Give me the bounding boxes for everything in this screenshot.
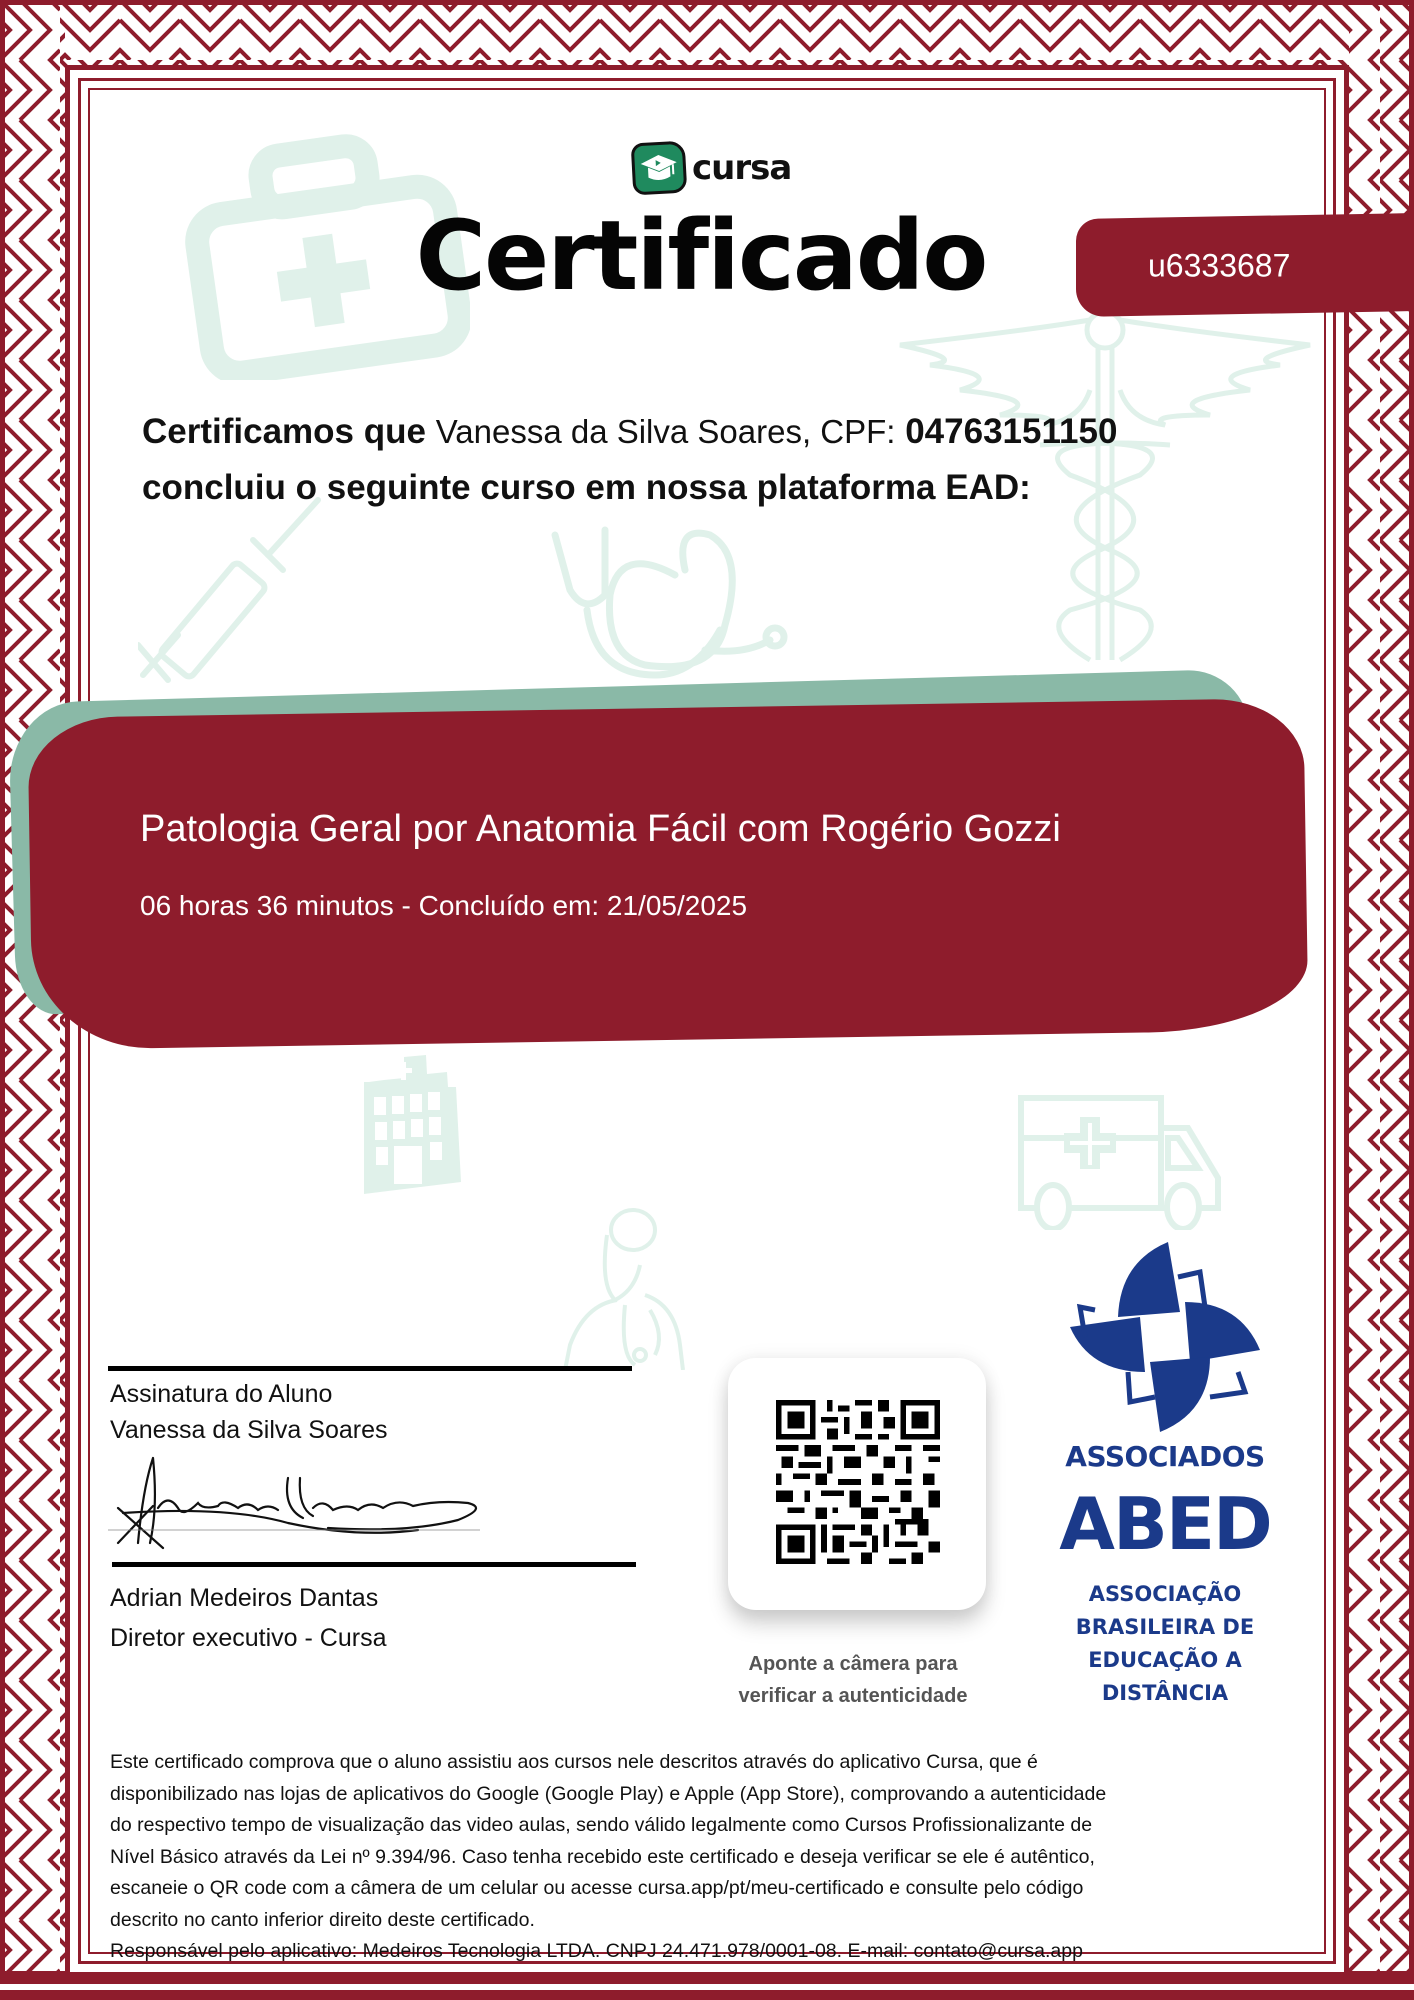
abed-line2: BRASILEIRA DE — [1075, 1615, 1255, 1639]
legal-line: Responsável pelo aplicativo: Medeiros Tecnologia LTDA. CNPJ 24.471.978/0001-08. E-mail: contato@cursa.app — [110, 1940, 1083, 1962]
certificate-code-badge — [1076, 213, 1414, 317]
abed-line3: EDUCAÇÃO A — [1088, 1648, 1242, 1672]
legal-line: do respectivo tempo de visualização das video aulas, sendo válido legalmente como Cursos Profissionalizante de — [110, 1814, 1093, 1836]
legal-line: disponibilizado nas lojas de aplicativos do Google (Google Play) e Apple (App Store), comprovando a autenticidade — [110, 1782, 1107, 1805]
qr-caption-line2: verificar a autenticidade — [738, 1685, 968, 1707]
logo-text: cursa — [692, 148, 792, 188]
legal-line: escaneie o QR code com a câmera de um celular ou acesse cursa.app/pt/meu-certificado e consulte pelo código — [110, 1877, 1084, 1899]
qr-caption-line1: Aponte a câmera para — [748, 1653, 958, 1675]
student-signature-name: Vanessa da Silva Soares — [110, 1416, 388, 1444]
student-signature-label: Assinatura do Aluno — [110, 1380, 333, 1408]
syringe-icon — [138, 495, 328, 685]
bottom-bar — [0, 1974, 1414, 1984]
nurse-icon — [555, 1205, 695, 1370]
course-title: Patologia Geral por Anatomia Fácil com Rogério Gozzi — [140, 808, 1061, 850]
student-cpf: 04763151150 — [905, 412, 1118, 451]
graduation-cap-icon — [631, 141, 688, 196]
abed-line4: DISTÂNCIA — [1101, 1681, 1229, 1705]
abed-pinwheel-icon — [1060, 1232, 1272, 1442]
director-name: Adrian Medeiros Dantas — [110, 1584, 379, 1612]
director-signature-line — [112, 1562, 636, 1567]
student-signature-line — [108, 1366, 632, 1371]
director-role: Diretor executivo - Cursa — [110, 1624, 387, 1652]
course-banner — [27, 698, 1308, 1050]
director-signature — [108, 1448, 498, 1566]
stethoscope-heart-icon — [545, 515, 790, 685]
certificate-code: u6333687 — [1148, 246, 1291, 283]
certify-prefix: Certificamos que — [142, 412, 426, 451]
qr-code[interactable] — [776, 1400, 940, 1564]
hospital-building-icon — [364, 1052, 514, 1212]
legal-line: descrito no canto inferior direito deste certificado. — [110, 1908, 535, 1931]
abed-acronym: ABED — [1059, 1482, 1271, 1566]
certify-line2: concluiu o seguinte curso em nossa plataforma EAD: — [142, 468, 1031, 507]
legal-line: Nível Básico através da Lei nº 9.394/96. Caso tenha recebido este certificado e deseja verificar se ele é autêntico, — [110, 1845, 1095, 1868]
bottom-bar — [0, 1990, 1414, 2000]
qr-caption — [700, 1648, 1006, 1712]
abed-full-name — [1040, 1578, 1290, 1710]
abed-associados: ASSOCIADOS — [1065, 1440, 1265, 1473]
cursa-logo — [632, 140, 791, 196]
legal-line: Este certificado comprova que o aluno assistiu aos cursos nele descritos através do aplicativo Cursa, que é — [110, 1751, 1038, 1773]
page-title: Certificado — [415, 200, 987, 312]
legal-disclaimer — [110, 1747, 1310, 1968]
abed-line1: ASSOCIAÇÃO — [1088, 1582, 1242, 1606]
student-name: Vanessa da Silva Soares, CPF: — [435, 413, 896, 450]
course-duration-date: 06 horas 36 minutos - Concluído em: 21/05/2025 — [140, 890, 748, 921]
certify-statement — [142, 404, 1242, 516]
ambulance-icon — [1018, 1095, 1223, 1230]
